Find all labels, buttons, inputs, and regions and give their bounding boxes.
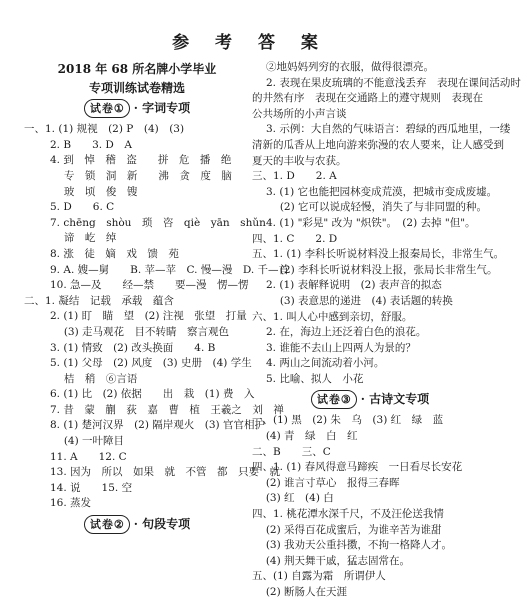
answer-line: 5. D 6. C [50, 201, 115, 214]
answer-line: 专 锁 洞 新 沸 贪 度 脑 [50, 169, 232, 182]
answer-line: 3. (1) 它也能把园林变成荒漠，把城市变成废墟。 [266, 185, 498, 198]
answer-line: 2. 表现在果皮琉璃的不能意浅丢弃 表现在课间活动时 [266, 76, 521, 89]
section-label: · 古诗文专项 [360, 392, 430, 407]
section-badge: 试 卷 ① [84, 99, 130, 118]
answer-line: ②地妈妈列穷的衣服，做得很漂亮。 [266, 61, 434, 73]
answer-line: 一、(1) 黑 (2) 朱 乌 (3) 红 绿 蓝 [252, 414, 444, 427]
answer-list-right-top [252, 60, 521, 387]
answer-line: 3. (1) 情致 (2) 改头换面 4. B [50, 341, 216, 354]
section-label: · 句段专项 [133, 516, 191, 531]
section-heading-poetry [252, 390, 488, 409]
answer-line: 7. chēng shòu 琐 咨 qiè yān shǔn [50, 216, 266, 229]
answer-line: 9. A. 嫂—舅 B. 苹—苹 C. 慢—漫 D. 千—首 [50, 263, 290, 276]
page-title: 参 考 答 案 [172, 33, 328, 53]
answer-line: 4. 到 悼 稽 盗 拼 危 播 绝 [50, 154, 232, 167]
answer-line: 四、1. (1) 春风得意马蹄疾 一日看尽长安花 [252, 461, 463, 474]
answer-line: 13. 因为 所以 如果 就 不管 都 只要 就 [50, 466, 281, 479]
answer-line: (3) 走马观花 目不转睛 察言观色 [50, 325, 230, 338]
answer-line: 五、1. (1) 李科长听说材料没上报秦局长，非常生气。 [252, 248, 505, 261]
answer-line: (4) 一叶障目 [50, 435, 125, 448]
answer-list-right-bottom [252, 413, 488, 600]
section-heading-words [24, 99, 250, 118]
section-label: · 字词专项 [133, 100, 191, 115]
right-column [252, 60, 521, 601]
answer-line: 10. 急—及 经—禁 要—漫 愣—愣 [50, 279, 249, 292]
exam-subheader: 专项训练试卷精选 [88, 80, 185, 95]
answer-line: 2. (1) 盯 瞄 望 (2) 注视 张望 打量 [50, 310, 247, 323]
answer-line: (3) 表意思的递进 (4) 表话题的转换 [266, 294, 453, 307]
answer-line: (2) 采得百花成蜜后，为谁辛苦为谁甜 [252, 523, 442, 536]
answer-line: (4) 青 绿 白 红 [252, 430, 358, 443]
answer-line: 11. A 12. C [50, 450, 127, 463]
answer-line: 5. (1) 父母 (2) 风度 (3) 史册 (4) 学生 [50, 357, 252, 370]
answer-line: 8. (1) 楚河汉界 (2) 隔岸观火 (3) 官官相护 [50, 419, 265, 432]
answer-line: 2. (1) 表解释说明 (2) 表声音的拟态 [266, 279, 442, 292]
answer-line: 的井然有序 表现在交通路上的遵守规则 表现在 [252, 92, 483, 105]
answer-line: 四、1. 桃花潭水深千尺，不及汪伦送我情 [252, 508, 444, 521]
answer-line: (2) 断肠人在天涯 [252, 586, 348, 598]
answer-line: 2. 在，海边上还泛着白色的浪花。 [266, 326, 427, 339]
answer-line: 4. (1) "彩晃" 改为 "炽铁"。 (2) 去掉 "但"。 [266, 216, 476, 229]
answer-line: 二、1. 凝结 记载 承载 蕴含 [24, 294, 174, 307]
answer-line: 3. 谁能不去山上四两人为景的？ [266, 341, 416, 354]
answer-line: (2) 谁言寸草心 报得三春晖 [252, 476, 400, 489]
answer-line: 桔 稍 ⑥言语 [50, 372, 138, 385]
answer-line: 3. 示例：大自然的气味语言：碧绿的西瓜地里，一缕 [266, 123, 511, 136]
section-badge: 试 卷 ② [84, 515, 130, 534]
answer-line: 4. 两山之间流动着小河。 [266, 357, 385, 370]
answer-line: (4) 荆天舞干戚，猛志固常在。 [252, 554, 411, 567]
answer-line: 六、1. 叫人心中感到亲切，舒服。 [252, 310, 413, 323]
answer-list-left [24, 122, 290, 512]
answer-line: 6. (1) 比 (2) 依据 出 栽 (1) 费 入 [50, 388, 255, 401]
section-heading-sentences [24, 515, 250, 534]
answer-line: 谛 屹 绰 [50, 232, 117, 245]
answer-line: 5. 比喻、拟人 小花 [266, 372, 364, 385]
answer-line: 四、1. C 2. D [252, 232, 338, 245]
answer-line: (3) 我劝天公重抖擞，不拘一格降人才。 [252, 539, 453, 552]
answer-line: (3) 红 (4) 白 [252, 492, 334, 505]
answer-line: 五、(1) 自露为霜 所谓伊人 [252, 570, 386, 583]
answer-line: (2) 李科长听说材料没上报，张局长非常生气。 [266, 263, 498, 276]
left-column [24, 60, 290, 538]
answer-line: 清新的瓜香从上地向游来弥漫的农人要来，让人感受到 [252, 138, 504, 151]
answer-line: 玻 顷 俊 锼 [50, 185, 138, 198]
answer-line: 三、1. D 2. A [252, 170, 337, 183]
answer-line: 二、B 三、C [252, 445, 331, 458]
answer-line: 16. 蒸发 [50, 497, 92, 510]
answer-line: 7. 昔 蒙 蒯 荻 嘉 曹 植 王羲之 刘 禅 [50, 403, 284, 416]
answer-line: 一、1. (1) 规视 (2) P (4) (3) [24, 123, 185, 136]
section-badge: 试 卷 ③ [311, 390, 357, 409]
exam-header: 2018 年 68 所名牌小学毕业 [57, 62, 217, 76]
answer-line: (2) 它可以说成轻慢，消失了与非同盟的种。 [266, 201, 488, 214]
answer-line: 14. 说 15. 空 [50, 481, 133, 494]
answer-line: 8. 涨 徒 嫡 戏 馈 苑 [50, 247, 179, 260]
answer-line: 2. B 3. D A [50, 138, 132, 151]
answer-line: 夏天的丰收与农获。 [252, 154, 347, 167]
answer-line: 公共场所的小声言谈 [252, 107, 347, 120]
